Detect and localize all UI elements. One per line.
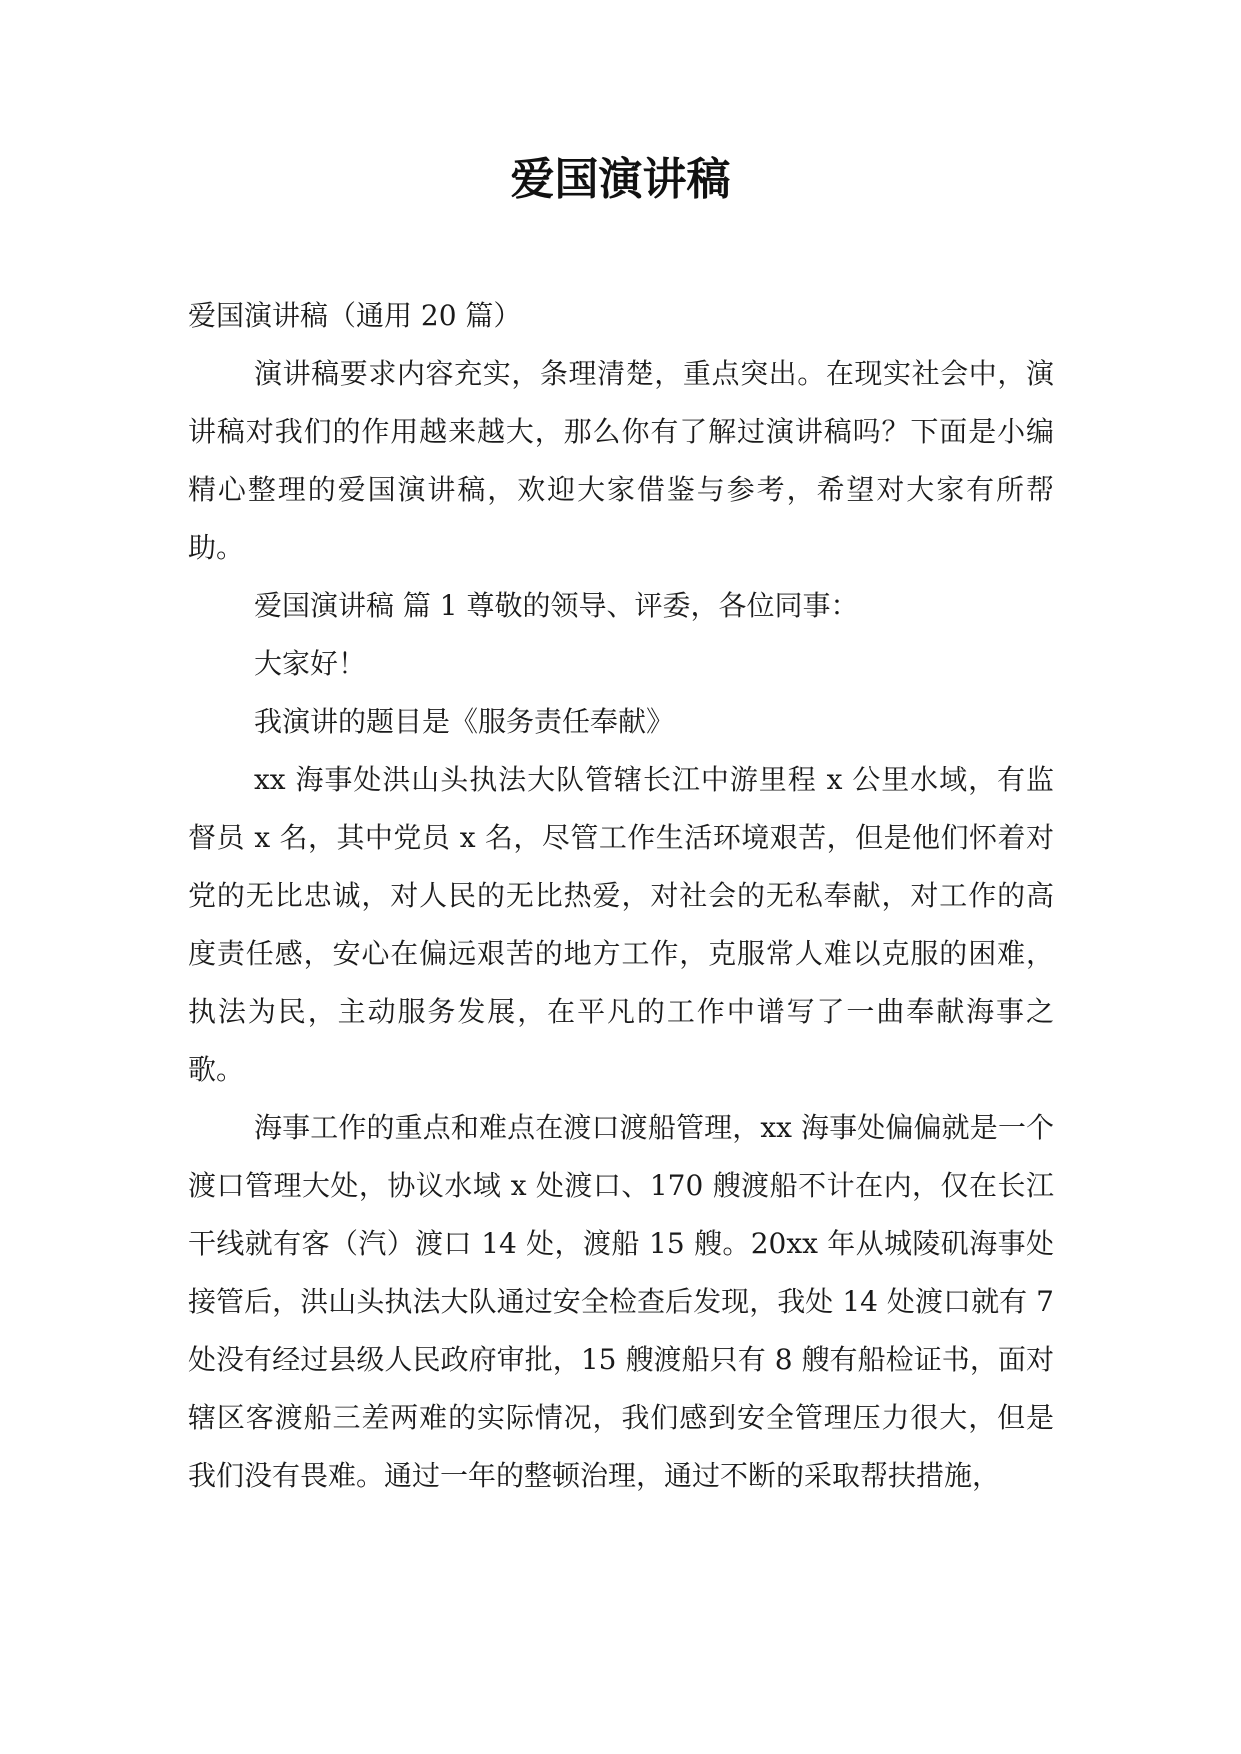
paragraph-body-2: 海事工作的重点和难点在渡口渡船管理，xx 海事处偏偏就是一个渡口管理大处，协议水域 x 处渡口、170 艘渡船不计在内，仅在长江干线就有客（汽）渡口 14 处，渡船 15 艘。20xx 年从城陵矶海事处接管后，洪山头执法大队通过安全检查后发现，我处 14 处渡口就有 7 处没有经过县级人民政府审批，15 艘渡船只有 8 艘有船检证书，面对辖区客渡船三差两难的实际情况，我们感到安全管理压力很大，但是我们没有畏难。通过一年的整顿治理，通过不断的采取帮扶措施， xyxy=(188,1111,1054,1492)
document-body xyxy=(188,287,1054,1505)
paragraph-topic: 我演讲的题目是《服务责任奉献》 xyxy=(254,705,675,738)
document-subtitle: 爱国演讲稿（通用 20 篇） xyxy=(188,299,522,332)
document-title: 爱国演讲稿 xyxy=(510,154,731,205)
paragraph-salutation: 爱国演讲稿 篇 1 尊敬的领导、评委，各位同事： xyxy=(254,589,859,622)
paragraph-greeting: 大家好！ xyxy=(254,647,367,680)
paragraph-body-1: xx 海事处洪山头执法大队管辖长江中游里程 x 公里水域，有监督员 x 名，其中党员 x 名，尽管工作生活环境艰苦，但是他们怀着对党的无比忠诚，对人民的无比热爱，对社会的无私奉献，对工作的高度责任感，安心在偏远艰苦的地方工作，克服常人难以克服的困难，执法为民，主动服务发展，在平凡的工作中谱写了一曲奉献海事之歌。 xyxy=(188,763,1054,1086)
paragraph-intro: 演讲稿要求内容充实，条理清楚，重点突出。在现实社会中，演讲稿对我们的作用越来越大，那么你有了解过演讲稿吗？下面是小编精心整理的爱国演讲稿，欢迎大家借鉴与参考，希望对大家有所帮助。 xyxy=(188,357,1054,564)
